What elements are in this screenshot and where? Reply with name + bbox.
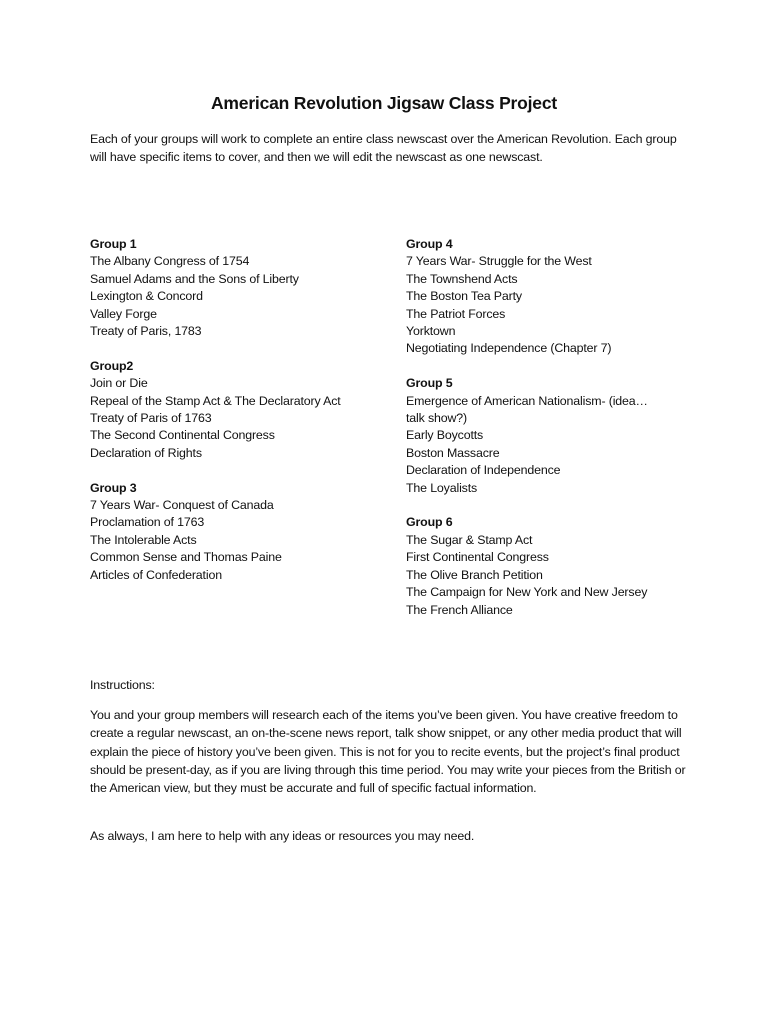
group-title: Group 3 (90, 480, 137, 495)
group-topic-item: Declaration of Independence (406, 463, 561, 478)
group-topic-item: The Second Continental Congress (90, 428, 275, 443)
group-topic-item: talk show?) (406, 411, 468, 426)
group-topic-item: Common Sense and Thomas Paine (90, 550, 282, 565)
intro-paragraph: Each of your groups will work to complete an entire class newscast over the American Revolution. Each group will have specific items to cover, and then we will edit the newscast as one newscast. (90, 132, 677, 164)
group-topic-item: Yorktown (406, 324, 456, 339)
group-topic-item: The Campaign for New York and New Jersey (406, 585, 648, 600)
group-topic-item: Treaty of Paris of 1763 (90, 411, 212, 426)
group-topic-item: 7 Years War- Struggle for the West (406, 254, 592, 269)
group-topic-item: Declaration of Rights (90, 445, 202, 460)
group-topic-item: Samuel Adams and the Sons of Liberty (90, 271, 299, 286)
group-topic-item: Repeal of the Stamp Act & The Declaratory Act (90, 393, 341, 408)
document-title: American Revolution Jigsaw Class Project (210, 93, 557, 113)
group-topic-item: The Boston Tea Party (406, 289, 522, 304)
group-topic-item: Treaty of Paris, 1783 (90, 324, 202, 339)
group-title: Group 1 (90, 237, 137, 251)
group-topic-item: The Albany Congress of 1754 (90, 254, 250, 269)
group-topic-item: Negotiating Independence (Chapter 7) (406, 341, 612, 356)
group-topic-item: Proclamation of 1763 (90, 515, 205, 530)
group-topic-item: The Olive Branch Petition (406, 567, 543, 582)
group-topic-item: The Patriot Forces (406, 306, 506, 321)
group-title: Group 5 (406, 376, 453, 391)
right-group-column (406, 236, 706, 636)
group-block (90, 358, 390, 462)
group-topic-item: The Sugar & Stamp Act (406, 532, 533, 547)
group-topic-item: Early Boycotts (406, 428, 484, 443)
group-topic-item: Lexington & Concord (90, 289, 203, 304)
group-title: Group2 (90, 358, 134, 373)
left-group-column (90, 236, 390, 601)
closing-paragraph: As always, I am here to help with any ideas or resources you may need. (90, 829, 475, 843)
group-topic-item: The Townshend Acts (406, 271, 518, 286)
group-block (406, 236, 706, 358)
group-topic-item: 7 Years War- Conquest of Canada (90, 498, 274, 513)
instructions-label: Instructions: (90, 678, 155, 692)
group-title: Group 4 (406, 237, 453, 251)
group-block (90, 236, 390, 340)
group-topic-item: Emergence of American Nationalism- (idea… (406, 393, 648, 408)
group-topic-item: The Loyalists (406, 480, 478, 495)
group-topic-item: Valley Forge (90, 306, 157, 321)
instructions-paragraph: You and your group members will research each of the items you’ve been given. You have creative freedom to create a regular newscast, an on-the-scene news report, talk show snippet, or any other media product that will explain the piece of history you’ve been given. This is not for you to recite events, but the project’s final product should be present-day, as if you are living through this time period. You may write your pieces from the British or the American view, but they must be accurate and full of specific factual information. (90, 708, 686, 796)
group-topic-item: Join or Die (90, 376, 148, 391)
group-title: Group 6 (406, 515, 453, 530)
group-topic-item: The Intolerable Acts (90, 532, 197, 547)
group-block (406, 514, 706, 618)
group-topic-item: The French Alliance (406, 602, 513, 617)
group-topic-item: First Continental Congress (406, 550, 549, 565)
group-block (406, 375, 706, 497)
group-topic-item: Articles of Confederation (90, 567, 222, 582)
group-block (90, 480, 390, 584)
group-topic-item: Boston Massacre (406, 445, 500, 460)
